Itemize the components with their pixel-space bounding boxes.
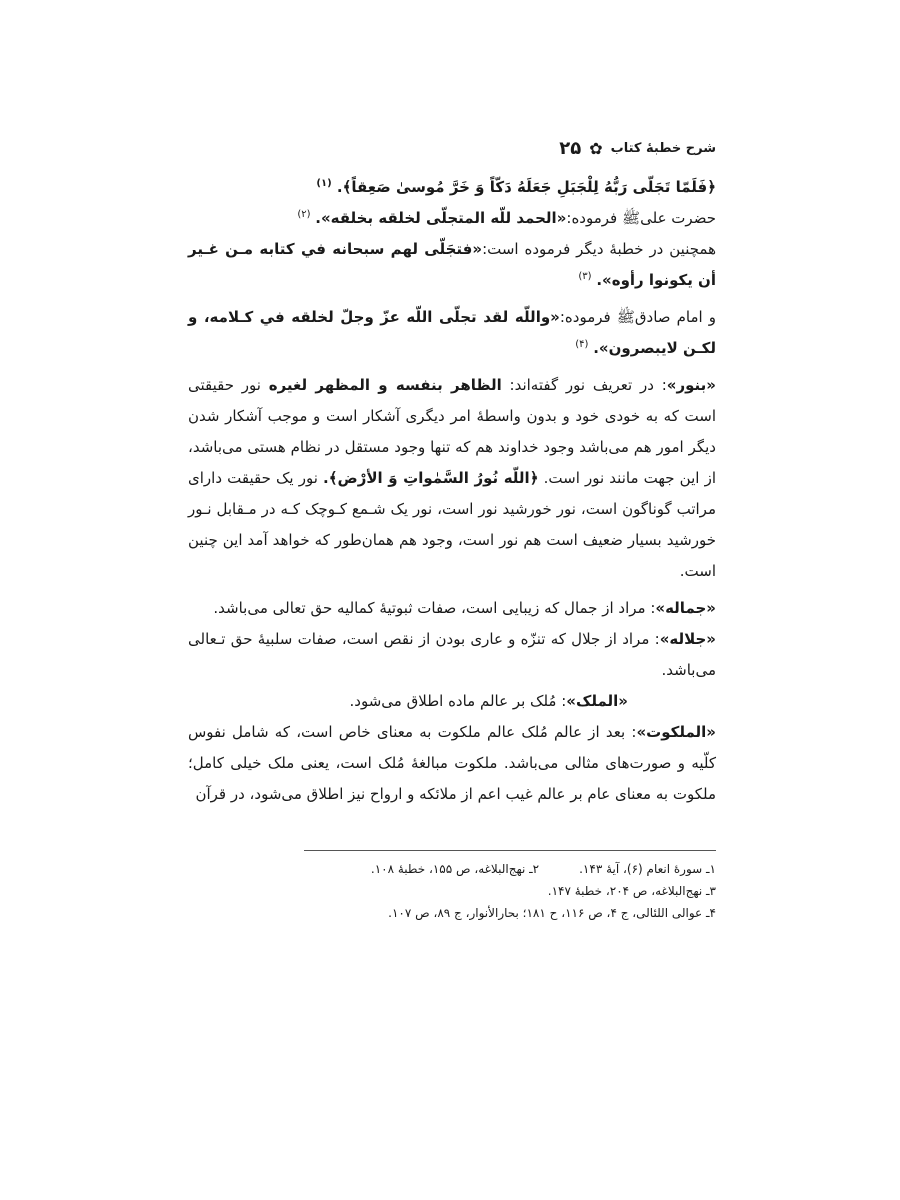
main-text — [188, 172, 716, 810]
footnote-ref-1: (۱) — [316, 178, 332, 189]
nur-text-2: نور حقیقتی است که به خودی خود و بدون واسطهٔ امر دیگری آشکار است و موجب آشکار شدن دیگر امور هم می‌باشد وجود خداوند هم که تنها وجود مستقل در نظام هستی می‌باشد، از این جهت مانند نور است. — [188, 376, 716, 487]
footnote-3: ۳ـ نهج‌البلاغه، ص ۲۰۴، خطبهٔ ۱۴۷. — [547, 884, 716, 898]
verse-text: ﴿فَلَمّا تَجَلّی رَبُّهُ لِلْجَبَلِ جَعَلَهُ دَکّاً وَ خَرَّ مُوسیٰ صَعِقاً﴾. — [336, 178, 716, 196]
ali-paragraph — [188, 203, 716, 234]
mulk-paragraph — [188, 686, 716, 717]
gear-ornament-icon: ✿ — [589, 138, 603, 158]
malakut-paragraph — [188, 717, 716, 810]
ali-verb: فرموده: — [566, 209, 618, 227]
footnote-1: ۱ـ سورهٔ انعام (۶)، آیهٔ ۱۴۳. — [579, 862, 716, 876]
khutba-paragraph — [188, 234, 716, 296]
jamal-term: «جماله» — [655, 599, 716, 617]
malakut-term: «الملکوت» — [636, 723, 716, 741]
nur-text-3: نور یک حقیقت دارای مراتب گوناگون است، نور خورشید نور است، نور یک شـمع کـوچک کـه در مـقابل نـور خورشید بسیار ضعیف است هم نور است، وجود هم همان‌طور که خواهد آمد این چنین است. — [188, 469, 716, 580]
footnote-ref-2: (۲) — [297, 209, 311, 220]
sadiq-quote: «واللّه لقد تجلّی اللّه عزّ وجلّ لخلقه في کـلامه، و لکـن لایبصرون». — [188, 308, 716, 357]
footnote-4: ۴ـ عوالی اللئالی، ج ۴، ص ۱۱۶، ح ۱۸۱؛ بحارالأنوار، ج ۸۹، ص ۱۰۷. — [388, 906, 716, 920]
sadiq-paragraph — [188, 302, 716, 364]
running-header — [188, 138, 716, 159]
nur-term: «بنور» — [666, 376, 716, 394]
ali-quote: «الحمد للّه المتجلّی لخلقه بخلقه». — [315, 209, 567, 227]
jalal-text: : مراد از جلال که تنزّه و عاری بودن از نقص است، صفات سلبیهٔ حق تـعالی می‌باشد. — [188, 630, 716, 679]
mulk-term: «الملک» — [566, 692, 628, 710]
mulk-text: : مُلک بر عالم ماده اطلاق می‌شود. — [349, 692, 567, 710]
footnotes — [188, 858, 716, 924]
jamal-paragraph — [188, 593, 716, 624]
khutba-quote: «فتجَلّی لهم سبحانه في کتابه مـن غـیر أن یکونوا رأوه». — [188, 240, 716, 289]
jamal-text: : مراد از جمال که زیبایی است، صفات ثبوتیهٔ کمالیه حق تعالی می‌باشد. — [213, 599, 656, 617]
sadiq-lead: و امام صادق — [634, 308, 716, 326]
malakut-text: : بعد از عالم مُلک عالم ملکوت به معنای خاص است، که شامل نفوس کلّیه و صورت‌های مثالی می‌باشد. ملکوت مبالغهٔ مُلک است، یعنی ملک خیلی کامل؛ ملکوت به معنای عام بر عالم غیب اعم از ملائکه و ارواح نیز اطلاق می‌شود، در قرآن — [188, 723, 716, 803]
footnote-row — [188, 858, 716, 880]
page-number: ۲۵ — [559, 138, 582, 159]
footnote-ref-4: (۴) — [575, 339, 589, 350]
nur-definition: الظاهر بنفسه و المظهر لغیره — [268, 376, 502, 394]
footnote-divider — [304, 850, 716, 851]
jalal-paragraph — [188, 624, 716, 686]
honorific-icon: ﷺ — [622, 209, 641, 227]
nur-paragraph — [188, 370, 716, 587]
footnote-2: ۲ـ نهج‌البلاغه، ص ۱۵۵، خطبهٔ ۱۰۸. — [370, 862, 540, 876]
sadiq-verb: فرموده: — [559, 308, 611, 326]
jalal-term: «جلاله» — [659, 630, 716, 648]
nur-text-1: : در تعریف نور گفته‌اند: — [509, 376, 667, 394]
footnote-ref-3: (۳) — [578, 271, 592, 282]
nur-verse: ﴿اللّه نُورُ السَّمٰواتِ وَ الأرْض﴾. — [323, 469, 539, 487]
khutba-lead: همچنین در خطبهٔ دیگر فرموده است: — [482, 240, 716, 258]
verse-paragraph — [188, 172, 716, 203]
honorific-icon: ﷺ — [616, 308, 635, 326]
ali-lead: حضرت علی — [640, 209, 716, 227]
header-title: شرح خطبهٔ کتاب — [610, 141, 716, 156]
